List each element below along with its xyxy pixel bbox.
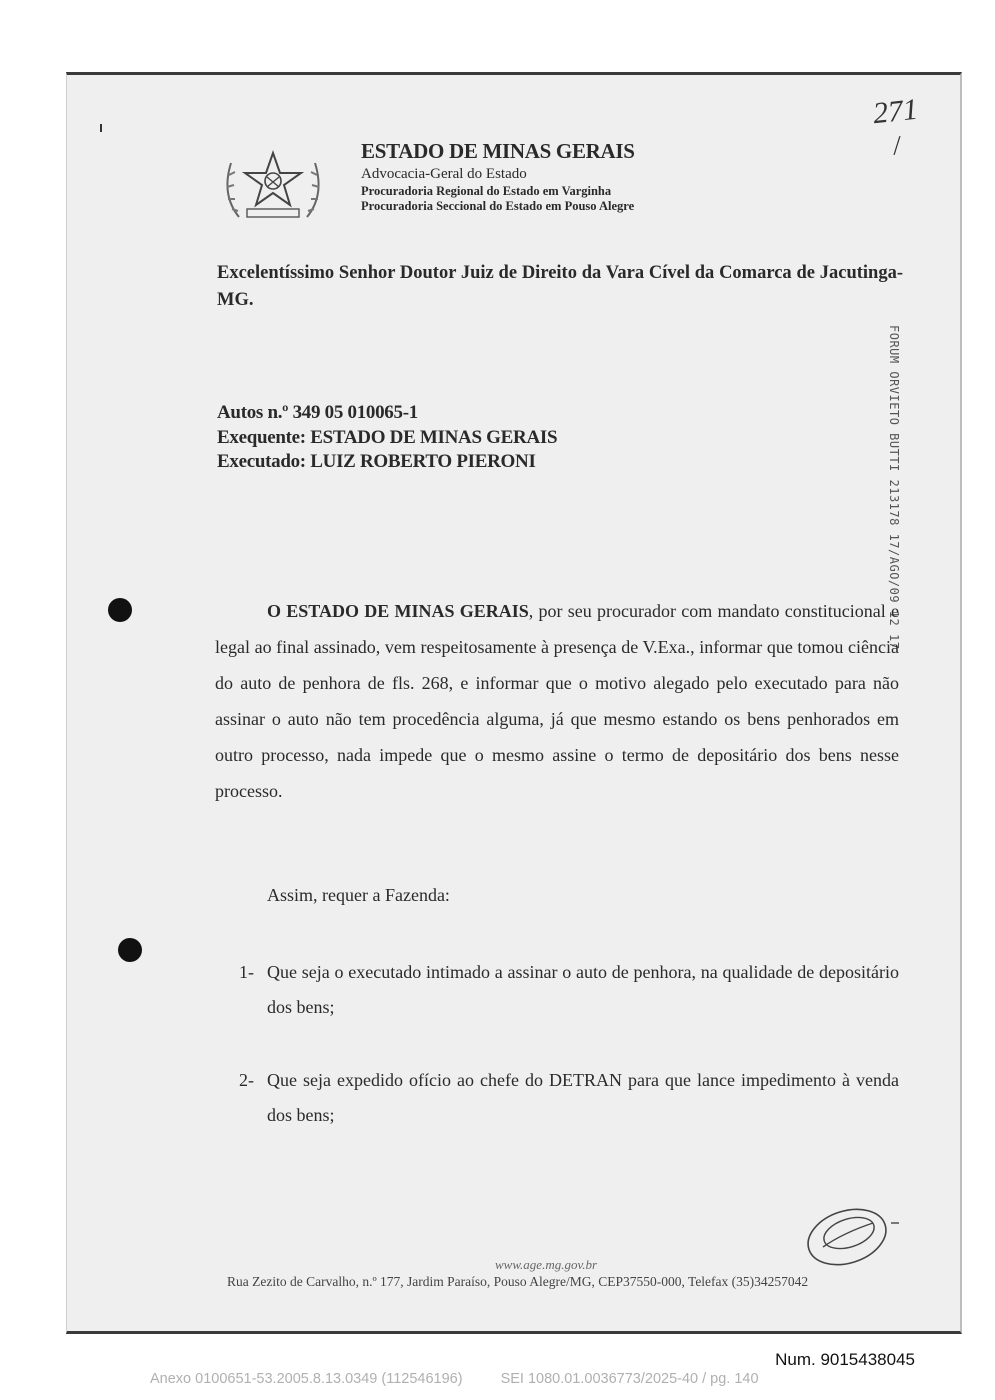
paragraph-lead: O ESTADO DE MINAS GERAIS <box>267 601 529 621</box>
letterhead <box>361 140 635 214</box>
case-plaintiff: Exequente: ESTADO DE MINAS GERAIS <box>217 426 558 448</box>
annex-reference: Anexo 0100651-53.2005.8.13.0349 (112546196) <box>150 1371 463 1387</box>
case-number: Autos n.º 349 05 010065-1 <box>217 402 418 423</box>
sectional-office: Procuradoria Seccional do Estado em Pouso Alegre <box>361 199 635 214</box>
regional-office: Procuradoria Regional do Estado em Varginha <box>361 183 612 198</box>
request-number: 2- <box>239 1070 254 1090</box>
signature-scribble <box>799 1203 909 1273</box>
main-paragraph <box>215 593 899 809</box>
state-name: ESTADO DE MINAS GERAIS <box>361 139 635 163</box>
document-number: Num. 9015438045 <box>775 1350 915 1369</box>
request-item <box>239 955 899 1025</box>
footer-address: Rua Zezito de Carvalho, n.º 177, Jardim Paraíso, Pouso Alegre/MG, CEP37550-000, Telefax (35)34257042 <box>227 1274 809 1289</box>
request-text: Que seja o executado intimado a assinar o auto de penhora, na qualidade de depositário dos bens; <box>267 962 899 1017</box>
footer-website: www.age.mg.gov.br <box>495 1257 598 1272</box>
punch-hole <box>118 938 142 962</box>
request-item <box>239 1063 899 1133</box>
case-details <box>217 401 557 475</box>
state-coat-of-arms-icon <box>217 147 329 227</box>
punch-hole <box>108 598 132 622</box>
court-receipt-stamp: FORUM ORVIETO BUTTI 213178 17/AGO/09 12 17 <box>887 325 901 650</box>
agency-name: Advocacia-Geral do Estado <box>361 166 527 183</box>
request-intro: Assim, requer a Fazenda: <box>267 885 450 905</box>
paragraph-text: , por seu procurador com mandato constitucional e legal ao final assinado, vem respeitosamente à presença de V.Exa., informar que tomou ciência do auto de penhora de fls. 268, e informar que o motivo alegado pelo executado para não assinar o auto não tem procedência alguma, já que mesmo estando os bens penhorados em outro processo, nada impede que o mesmo assine o termo de depositário dos bens nesse processo. <box>215 601 900 801</box>
handwritten-slash: / <box>890 130 903 161</box>
document-reference <box>150 1371 759 1387</box>
addressee-line: Excelentíssimo Senhor Doutor Juiz de Direito da Vara Cível da Comarca de Jacutinga-MG. <box>217 263 903 310</box>
request-number: 1- <box>239 962 254 982</box>
scan-mark <box>100 124 102 132</box>
sei-reference: SEI 1080.01.0036773/2025-40 / pg. 140 <box>500 1371 759 1387</box>
handwritten-page-number: 271 <box>871 92 920 131</box>
request-text: Que seja expedido ofício ao chefe do DETRAN para que lance impedimento à venda dos bens; <box>267 1070 899 1125</box>
scanned-page <box>66 72 962 1334</box>
case-defendant: Executado: LUIZ ROBERTO PIERONI <box>217 451 536 473</box>
